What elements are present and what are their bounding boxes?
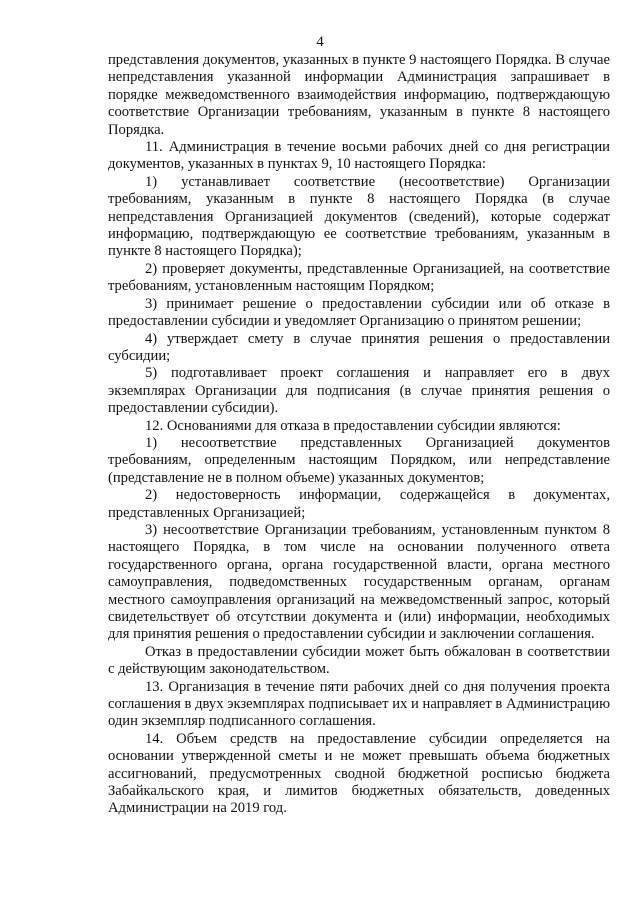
list-item-11-5: 5) подготавливает проект соглашения и направляет его в двух экземплярах Организации для подписания (в случае принятия решения о предоставлении субсидии).: [108, 365, 610, 417]
list-item-11-4: 4) утверждает смету в случае принятия решения о предоставлении субсидии;: [108, 330, 610, 364]
paragraph-item-12: 12. Основаниями для отказа в предоставлении субсидии являются:: [145, 417, 561, 434]
list-item-12-3: 3) несоответствие Организации требованиям, установленным пунктом 8 настоящего Порядка, в том числе на основании полученного ответа государственного органа, органа государственной власти, органа местного самоуправления, подведомственных государственным органам, органам местного самоуправления организаций на межведомственный запрос, который свидетельствует об отсутствии документа и (или) информации, необходимых для принятия решения о предоставлении субсидии и заключении соглашения.: [108, 521, 610, 643]
paragraph-item-14: 14. Объем средств на предоставление субсидии определяется на основании утвержденной сметы и не может превышать объема бюджетных ассигнований, предусмотренных сводной бюджетной росписью бюджета Забайкальского края, и лимитов бюджетных обязательств, доведенных Администрации на 2019 год.: [108, 730, 610, 817]
page-number: 4: [316, 34, 324, 50]
list-item-12-2: 2) недостоверность информации, содержащейся в документах, представленных Организацией;: [108, 487, 610, 521]
paragraph-item-13: 13. Организация в течение пяти рабочих дней со дня получения проекта соглашения в двух экземплярах подписывает их и направляет в Администрацию один экземпляр подписанного соглашения.: [108, 678, 610, 730]
list-item-11-3: 3) принимает решение о предоставлении субсидии или об отказе в предоставлении субсидии и уведомляет Организацию о принятом решении;: [108, 295, 610, 330]
paragraph-item-11: 11. Администрация в течение восьми рабочих дней со дня регистрации документов, указанных в пунктах 9, 10 настоящего Порядка:: [108, 139, 610, 173]
list-item-11-1: 1) устанавливает соответствие (несоответствие) Организации требованиям, указанным в пункте 8 настоящего Порядка (в случае непредставления Организацией документов (сведений), которые содержат информацию, подтверждающую ее соответствие требованиям, указанным в пункте 8 настоящего Порядка);: [108, 173, 610, 260]
paragraph-refusal-appeal: Отказ в предоставлении субсидии может быть обжалован в соответствии с действующим законодательством.: [108, 643, 610, 678]
document-body: [108, 52, 610, 818]
list-item-12-1: 1) несоответствие представленных Организацией документов требованиям, определенным настоящим Порядком, или непредставление (представление не в полном объеме) указанных документов;: [108, 434, 610, 486]
list-item-11-2: 2) проверяет документы, представленные Организацией, на соответствие требованиям, установленным настоящим Порядком;: [108, 260, 610, 295]
paragraph-continuation: представления документов, указанных в пункте 9 настоящего Порядка. В случае непредставления указанной информации Администрация запрашивает в порядке межведомственного взаимодействия информацию, подтверждающую соответствие Организации требованиям, указанным в пункте 8 настоящего Порядка.: [108, 52, 610, 138]
